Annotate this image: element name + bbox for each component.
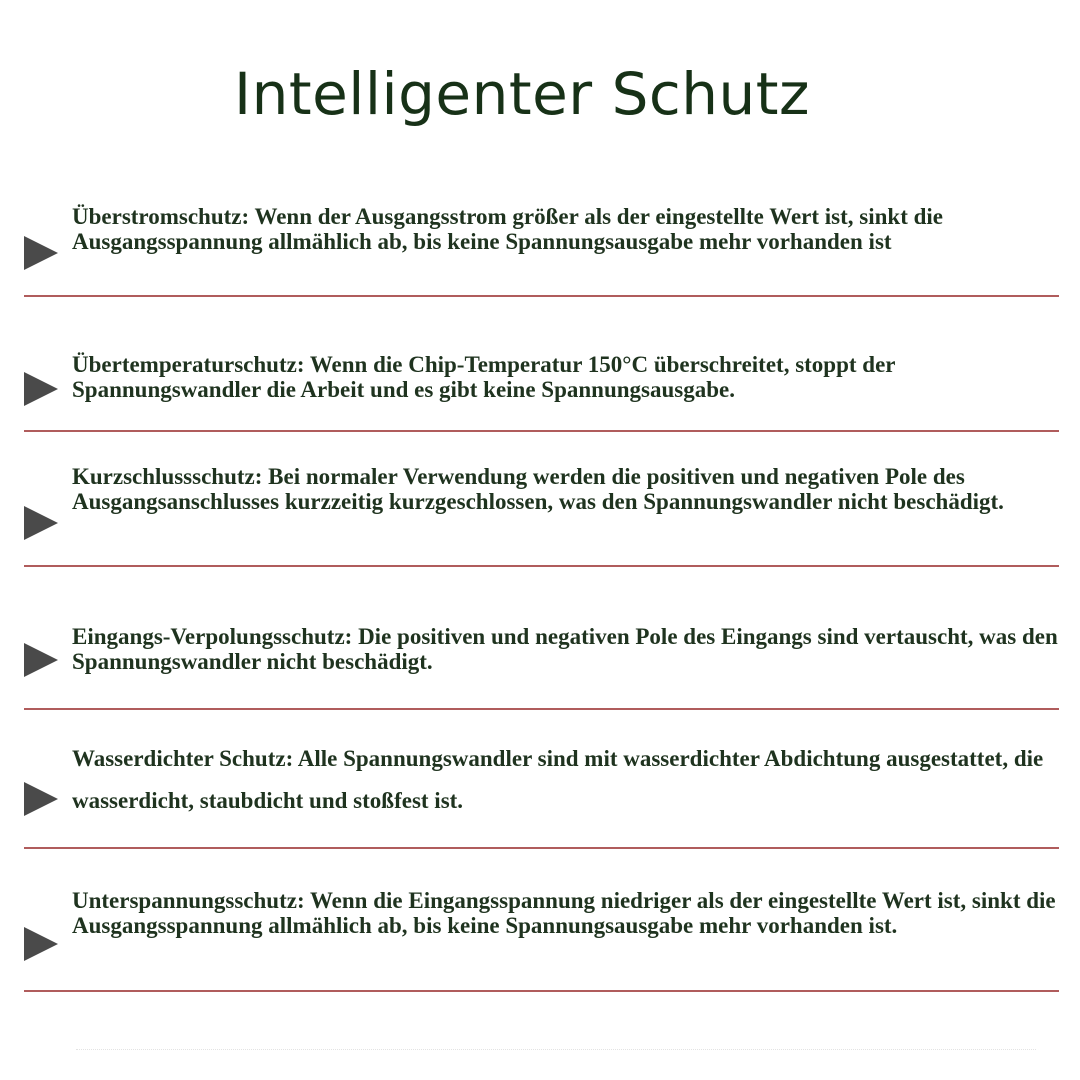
item-text: Wasserdichter Schutz: Alle Spannungswandler sind mit wasserdichter Abdichtung ausgestattet, die wasserdicht, staubdicht und stoßfest ist.	[72, 746, 1044, 813]
bottom-divider	[76, 1049, 1036, 1050]
triangle-arrow-icon	[24, 236, 58, 270]
divider	[24, 565, 1059, 567]
divider	[24, 295, 1059, 297]
item-text: Kurzschlussschutz: Bei normaler Verwendung werden die positiven und negativen Pole des Ausgangsanschlusses kurzzeitig kurzgeschlossen, was den Spannungswandler nicht beschädigt.	[72, 464, 1004, 514]
divider	[24, 990, 1059, 992]
item-text: Unterspannungsschutz: Wenn die Eingangsspannung niedriger als der eingestellte Wert ist, sinkt die Ausgangsspannung allmählich ab, bis keine Spannungsausgabe mehr vorhanden ist.	[72, 888, 1056, 938]
triangle-arrow-icon	[24, 643, 58, 677]
triangle-arrow-icon	[24, 372, 58, 406]
item-text: Übertemperaturschutz: Wenn die Chip-Temperatur 150°C überschreitet, stoppt der Spannungswandler die Arbeit und es gibt keine Spannungsausgabe.	[72, 352, 896, 402]
triangle-arrow-icon	[24, 506, 58, 540]
triangle-arrow-icon	[24, 927, 58, 961]
divider	[24, 847, 1059, 849]
divider	[24, 430, 1059, 432]
item-text: Eingangs-Verpolungsschutz: Die positiven und negativen Pole des Eingangs sind vertauscht, was den Spannungswandler nicht beschädigt.	[72, 624, 1058, 674]
divider	[24, 708, 1059, 710]
item-text: Überstromschutz: Wenn der Ausgangsstrom größer als der eingestellte Wert ist, sinkt die Ausgangsspannung allmählich ab, bis keine Spannungsausgabe mehr vorhanden ist	[72, 204, 944, 254]
triangle-arrow-icon	[24, 782, 58, 816]
page-title: Intelligenter Schutz	[233, 60, 810, 128]
